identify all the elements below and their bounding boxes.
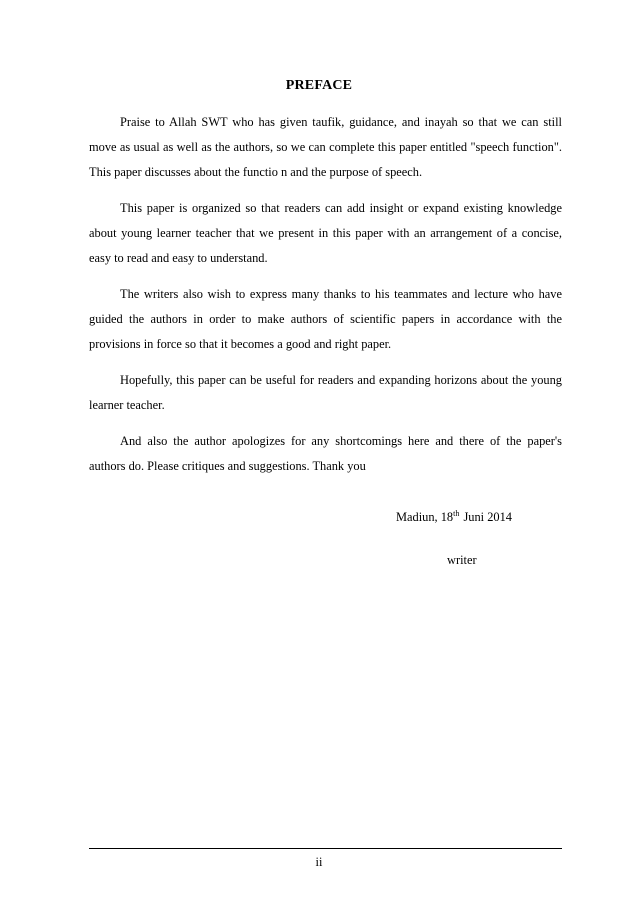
signature-place-day: Madiun, 18 — [396, 510, 454, 524]
page-title: PREFACE — [285, 78, 353, 93]
paragraph-apology: And also the author apologizes for any shortcomings here and there of the paper's authors do. Please critiques and suggestions. Thank you — [89, 434, 562, 473]
paragraph-gratitude: Praise to Allah SWT who has given taufik, guidance, and inayah so that we can still move as usual as well as the authors, so we can complete this paper entitled "speech function". This paper discusses about the functio n and the purpose of speech. — [89, 115, 562, 179]
signature-day-suffix: th — [453, 509, 460, 518]
signature-month-year: Juni 2014 — [460, 510, 513, 524]
page-number: ii — [315, 855, 323, 869]
preface-body — [89, 110, 562, 479]
signature-date — [396, 509, 512, 525]
paragraph-organization: This paper is organized so that readers can add insight or expand existing knowledge about young learner teacher that we present in this paper with an arrangement of a concise, easy to read and easy to understand. — [89, 201, 562, 265]
signature-role: writer — [447, 553, 477, 567]
paragraph-thanks: The writers also wish to express many thanks to his teammates and lecture who have guided the authors in order to make authors of scientific papers in accordance with the provisions in force so that it becomes a good and right paper. — [89, 287, 562, 351]
footer-divider — [89, 848, 562, 849]
paragraph-hope: Hopefully, this paper can be useful for readers and expanding horizons about the young learner teacher. — [89, 373, 562, 412]
